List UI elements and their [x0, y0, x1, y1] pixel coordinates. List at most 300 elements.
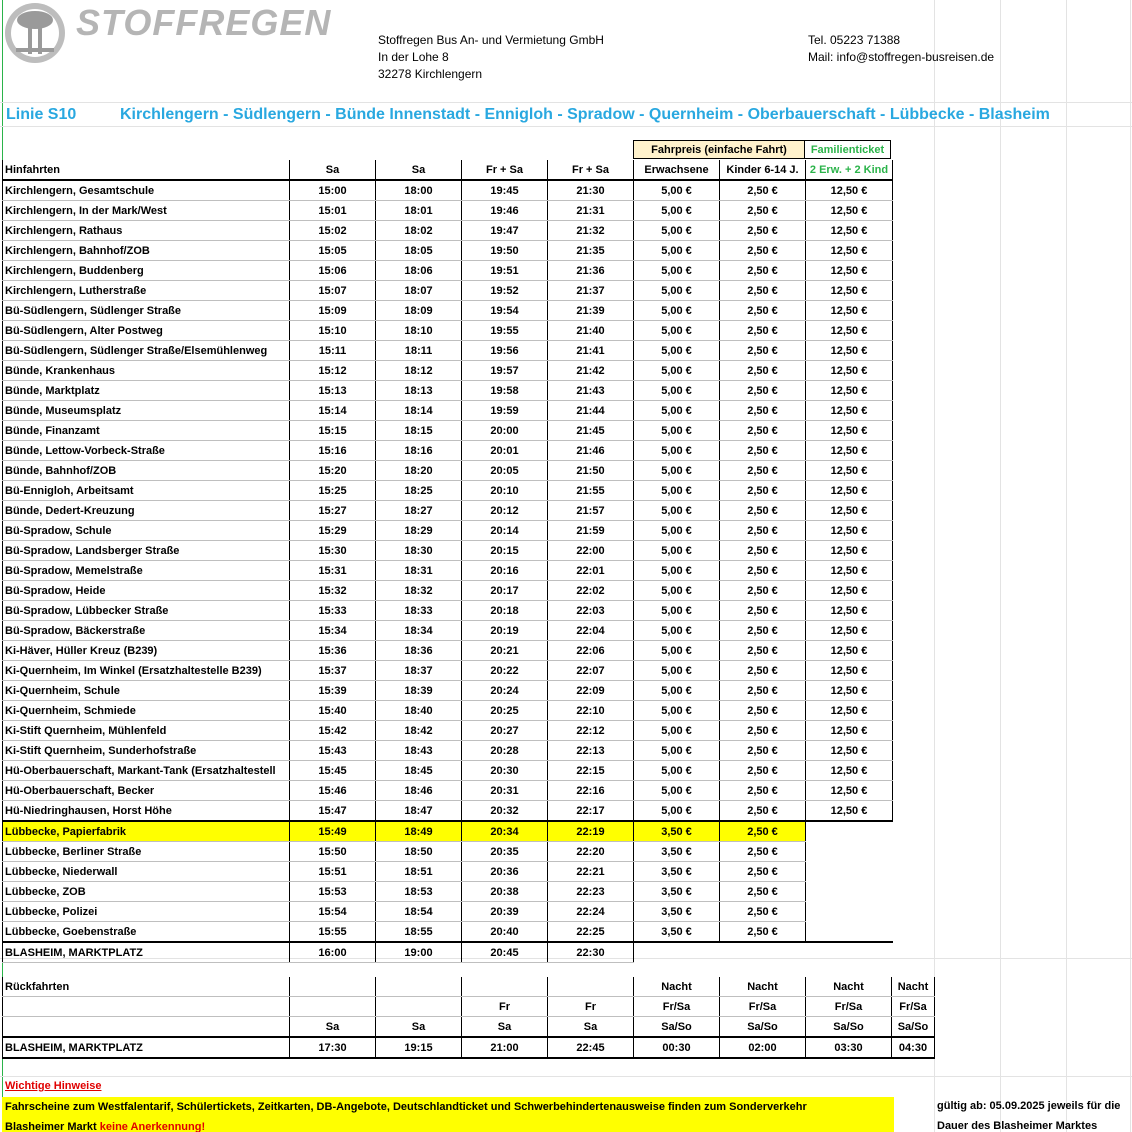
- departure-time: 18:32: [376, 581, 462, 601]
- fare-value: 2,50 €: [720, 180, 806, 201]
- column-header: Sa/So: [892, 1017, 935, 1038]
- departure-time: 04:30: [892, 1037, 935, 1058]
- fare-value: 12,50 €: [806, 741, 893, 761]
- departure-time: 18:42: [376, 721, 462, 741]
- departure-time: 15:11: [290, 341, 376, 361]
- table-row: [3, 261, 893, 281]
- stop-name: Lübbecke, Goebenstraße: [3, 922, 290, 943]
- departure-time: 18:31: [376, 561, 462, 581]
- departure-time: 18:09: [376, 301, 462, 321]
- departure-time: 22:12: [548, 721, 634, 741]
- stop-name: Bünde, Dedert-Kreuzung: [3, 501, 290, 521]
- departure-time: 17:30: [290, 1037, 376, 1058]
- departure-time: 00:30: [634, 1037, 720, 1058]
- departure-time: 19:15: [376, 1037, 462, 1058]
- fare-value: 5,00 €: [634, 721, 720, 741]
- company-logo-icon: [4, 2, 66, 64]
- departure-time: 19:58: [462, 381, 548, 401]
- stop-name: Bü-Spradow, Heide: [3, 581, 290, 601]
- fare-value: 12,50 €: [806, 281, 893, 301]
- departure-time: 18:37: [376, 661, 462, 681]
- departure-time: 19:00: [376, 942, 462, 963]
- departure-time: 20:25: [462, 701, 548, 721]
- departure-time: 15:15: [290, 421, 376, 441]
- departure-time: 18:39: [376, 681, 462, 701]
- departure-time: 22:25: [548, 922, 634, 943]
- stop-name: Bünde, Marktplatz: [3, 381, 290, 401]
- table-row: [3, 521, 893, 541]
- departure-time: 21:00: [462, 1037, 548, 1058]
- fare-value: 5,00 €: [634, 801, 720, 822]
- fare-value: 12,50 €: [806, 361, 893, 381]
- departure-time: 18:54: [376, 902, 462, 922]
- fare-value: 2,50 €: [720, 381, 806, 401]
- fare-value: 2,50 €: [720, 681, 806, 701]
- fare-value: 5,00 €: [634, 521, 720, 541]
- departure-time: 15:13: [290, 381, 376, 401]
- table-row: [3, 761, 893, 781]
- table-row: [3, 201, 893, 221]
- departure-time: 18:53: [376, 882, 462, 902]
- notes-warning: keine Anerkennung!: [99, 1121, 206, 1132]
- fare-value: 5,00 €: [634, 761, 720, 781]
- departure-time: 22:04: [548, 621, 634, 641]
- fare-value: 2,50 €: [720, 341, 806, 361]
- departure-time: 15:40: [290, 701, 376, 721]
- departure-time: 15:45: [290, 761, 376, 781]
- departure-time: 20:01: [462, 441, 548, 461]
- fare-value: 2,50 €: [720, 401, 806, 421]
- departure-time: 18:14: [376, 401, 462, 421]
- departure-time: 15:46: [290, 781, 376, 801]
- departure-time: 22:30: [548, 942, 634, 963]
- departure-time: 15:54: [290, 902, 376, 922]
- fare-value: 5,00 €: [634, 301, 720, 321]
- departure-time: 19:55: [462, 321, 548, 341]
- column-header: Sa: [376, 1017, 462, 1038]
- column-header: Sa: [290, 1017, 376, 1038]
- grid-column-line: [1000, 0, 1001, 1132]
- line-number: Linie S10: [6, 106, 77, 123]
- fare-value: 2,50 €: [720, 441, 806, 461]
- fare-value: 2,50 €: [720, 922, 806, 943]
- fare-value: 2,50 €: [720, 581, 806, 601]
- table-row: [3, 421, 893, 441]
- departure-time: 18:10: [376, 321, 462, 341]
- table-row: [3, 541, 893, 561]
- stop-name: Bü-Spradow, Landsberger Straße: [3, 541, 290, 561]
- table-row: [3, 361, 893, 381]
- departure-time: 15:36: [290, 641, 376, 661]
- departure-time: 19:45: [462, 180, 548, 201]
- outbound-timetable: [2, 160, 893, 963]
- column-header: Erwachsene: [634, 160, 720, 180]
- return-header-row: [3, 977, 935, 997]
- departure-time: 20:39: [462, 902, 548, 922]
- departure-time: 15:25: [290, 481, 376, 501]
- fare-value: 2,50 €: [720, 361, 806, 381]
- fare-value: 12,50 €: [806, 501, 893, 521]
- grid-row-line: [0, 126, 1132, 127]
- column-header: Fr + Sa: [548, 160, 634, 180]
- fare-value: 2,50 €: [720, 601, 806, 621]
- stop-name: Bünde, Bahnhof/ZOB: [3, 461, 290, 481]
- table-row: [3, 882, 893, 902]
- departure-time: 20:17: [462, 581, 548, 601]
- table-row: [3, 641, 893, 661]
- departure-time: 20:28: [462, 741, 548, 761]
- return-header-row: [3, 997, 935, 1017]
- fare-value: 2,50 €: [720, 862, 806, 882]
- departure-time: 18:34: [376, 621, 462, 641]
- fare-value: 12,50 €: [806, 781, 893, 801]
- fare-value: 5,00 €: [634, 601, 720, 621]
- departure-time: 15:53: [290, 882, 376, 902]
- fare-value: 12,50 €: [806, 261, 893, 281]
- fare-value: 5,00 €: [634, 221, 720, 241]
- departure-time: 19:46: [462, 201, 548, 221]
- fare-value: 12,50 €: [806, 201, 893, 221]
- fare-value: 5,00 €: [634, 561, 720, 581]
- departure-time: 15:27: [290, 501, 376, 521]
- departure-time: 20:15: [462, 541, 548, 561]
- fare-value: 5,00 €: [634, 621, 720, 641]
- stop-name: Hü-Oberbauerschaft, Markant-Tank (Ersatzhaltestell: [3, 761, 290, 781]
- stop-name: Kirchlengern, Bahnhof/ZOB: [3, 241, 290, 261]
- fare-value: 5,00 €: [634, 421, 720, 441]
- table-row: [3, 661, 893, 681]
- fare-value: [634, 942, 720, 963]
- notes-line-1: [2, 1097, 894, 1117]
- stop-name: Bü-Spradow, Lübbecker Straße: [3, 601, 290, 621]
- column-header: [376, 977, 462, 997]
- departure-time: 15:20: [290, 461, 376, 481]
- departure-time: 18:01: [376, 201, 462, 221]
- fare-value: 2,50 €: [720, 821, 806, 842]
- departure-time: 15:49: [290, 821, 376, 842]
- fare-value: 12,50 €: [806, 441, 893, 461]
- fare-value: 12,50 €: [806, 721, 893, 741]
- fare-value: [806, 842, 893, 862]
- departure-time: 21:50: [548, 461, 634, 481]
- departure-time: 20:18: [462, 601, 548, 621]
- stop-name: Bü-Spradow, Schule: [3, 521, 290, 541]
- fare-value: 2,50 €: [720, 741, 806, 761]
- departure-time: 15:47: [290, 801, 376, 822]
- fare-value: 5,00 €: [634, 401, 720, 421]
- route-name: Kirchlengern - Südlengern - Bünde Innenstadt - Ennigloh - Spradow - Quernheim - Oberbauerschaft - Lübbecke - Blasheim: [120, 106, 1050, 123]
- return-title: Rückfahrten: [3, 977, 290, 997]
- departure-time: 22:17: [548, 801, 634, 822]
- notes-line-2-text: Blasheimer Markt: [5, 1121, 97, 1132]
- stop-name: Bü-Spradow, Bäckerstraße: [3, 621, 290, 641]
- stop-name: Hü-Niedringhausen, Horst Höhe: [3, 801, 290, 822]
- column-header: Sa: [376, 160, 462, 180]
- company-street: In der Lohe 8: [378, 50, 449, 64]
- departure-time: 21:37: [548, 281, 634, 301]
- fare-value: 12,50 €: [806, 641, 893, 661]
- table-row: [3, 721, 893, 741]
- departure-time: 15:07: [290, 281, 376, 301]
- column-header: Sa/So: [634, 1017, 720, 1038]
- fare-value: 12,50 €: [806, 321, 893, 341]
- fare-value: 3,50 €: [634, 902, 720, 922]
- fare-value: 12,50 €: [806, 681, 893, 701]
- departure-time: 22:03: [548, 601, 634, 621]
- fare-value: 5,00 €: [634, 441, 720, 461]
- family-ticket-header: Familienticket: [805, 140, 891, 159]
- departure-time: 15:51: [290, 862, 376, 882]
- departure-time: 15:10: [290, 321, 376, 341]
- stop-name: Ki-Stift Quernheim, Sunderhofstraße: [3, 741, 290, 761]
- fare-value: 3,50 €: [634, 882, 720, 902]
- grid-row-line: [0, 102, 1132, 103]
- fare-value: [806, 821, 893, 842]
- grid-column-line: [1130, 0, 1131, 1132]
- fare-value: 2,50 €: [720, 521, 806, 541]
- departure-time: 20:31: [462, 781, 548, 801]
- fare-value: 5,00 €: [634, 581, 720, 601]
- fare-value: 2,50 €: [720, 561, 806, 581]
- departure-time: 15:39: [290, 681, 376, 701]
- departure-time: 15:50: [290, 842, 376, 862]
- departure-time: 18:49: [376, 821, 462, 842]
- fare-value: 2,50 €: [720, 421, 806, 441]
- departure-time: 19:56: [462, 341, 548, 361]
- logo-wordmark: STOFFREGEN: [76, 2, 332, 43]
- departure-time: 19:50: [462, 241, 548, 261]
- table-row: [3, 481, 893, 501]
- fare-value: 12,50 €: [806, 381, 893, 401]
- departure-time: 15:14: [290, 401, 376, 421]
- grid-column-line: [1066, 0, 1067, 1132]
- validity-line-1: gültig ab: 05.09.2025 jeweils für die: [937, 1100, 1121, 1112]
- column-header: Sa: [548, 1017, 634, 1038]
- stop-name: Ki-Häver, Hüller Kreuz (B239): [3, 641, 290, 661]
- departure-time: 18:02: [376, 221, 462, 241]
- fare-value: 2,50 €: [720, 641, 806, 661]
- fare-value: 5,00 €: [634, 381, 720, 401]
- fare-value: 2,50 €: [720, 281, 806, 301]
- departure-time: 22:19: [548, 821, 634, 842]
- fare-value: 12,50 €: [806, 761, 893, 781]
- table-row: [3, 301, 893, 321]
- departure-time: 21:31: [548, 201, 634, 221]
- departure-time: 22:16: [548, 781, 634, 801]
- departure-time: 18:36: [376, 641, 462, 661]
- departure-time: 18:11: [376, 341, 462, 361]
- fare-value: 2,50 €: [720, 461, 806, 481]
- stop-name: Bü-Südlengern, Südlenger Straße/Elsemühlenweg: [3, 341, 290, 361]
- fare-value: 12,50 €: [806, 661, 893, 681]
- departure-time: 15:02: [290, 221, 376, 241]
- departure-time: 18:13: [376, 381, 462, 401]
- fare-value: 12,50 €: [806, 241, 893, 261]
- fare-value: 2,50 €: [720, 241, 806, 261]
- departure-time: 18:16: [376, 441, 462, 461]
- fare-value: [806, 902, 893, 922]
- departure-time: 20:45: [462, 942, 548, 963]
- table-row: [3, 581, 893, 601]
- validity-line-2: Dauer des Blasheimer Marktes: [937, 1120, 1098, 1132]
- fare-value: 5,00 €: [634, 681, 720, 701]
- fare-value: [806, 942, 893, 963]
- departure-time: 19:59: [462, 401, 548, 421]
- departure-time: 15:30: [290, 541, 376, 561]
- departure-time: 21:42: [548, 361, 634, 381]
- departure-time: 21:41: [548, 341, 634, 361]
- table-row: [3, 862, 893, 882]
- fare-value: 2,50 €: [720, 701, 806, 721]
- departure-time: 20:05: [462, 461, 548, 481]
- fare-value: 5,00 €: [634, 481, 720, 501]
- fare-value: 2,50 €: [720, 902, 806, 922]
- table-row: [3, 461, 893, 481]
- column-header: [376, 997, 462, 1017]
- departure-time: 20:36: [462, 862, 548, 882]
- departure-time: 21:59: [548, 521, 634, 541]
- departure-time: 22:13: [548, 741, 634, 761]
- column-header: [290, 977, 376, 997]
- fare-value: 2,50 €: [720, 781, 806, 801]
- departure-time: 21:55: [548, 481, 634, 501]
- fare-value: 5,00 €: [634, 541, 720, 561]
- departure-time: 02:00: [720, 1037, 806, 1058]
- stop-name: Kirchlengern, Rathaus: [3, 221, 290, 241]
- fare-value: 12,50 €: [806, 521, 893, 541]
- departure-time: 15:06: [290, 261, 376, 281]
- fare-value: 2,50 €: [720, 201, 806, 221]
- column-header: Fr: [462, 997, 548, 1017]
- stop-name: Ki-Quernheim, Schule: [3, 681, 290, 701]
- departure-time: 20:34: [462, 821, 548, 842]
- stop-name: Bünde, Lettow-Vorbeck-Straße: [3, 441, 290, 461]
- departure-time: 21:57: [548, 501, 634, 521]
- departure-time: 19:57: [462, 361, 548, 381]
- departure-time: 21:35: [548, 241, 634, 261]
- fare-value: 12,50 €: [806, 801, 893, 822]
- departure-time: 15:16: [290, 441, 376, 461]
- stop-name: Hü-Oberbauerschaft, Becker: [3, 781, 290, 801]
- fare-value: 5,00 €: [634, 501, 720, 521]
- fare-value: 5,00 €: [634, 261, 720, 281]
- column-header: Sa: [290, 160, 376, 180]
- table-row: [3, 942, 893, 963]
- stop-name: Kirchlengern, In der Mark/West: [3, 201, 290, 221]
- stop-name: Bünde, Finanzamt: [3, 421, 290, 441]
- table-row: [3, 401, 893, 421]
- fare-value: 2,50 €: [720, 882, 806, 902]
- departure-time: 18:07: [376, 281, 462, 301]
- column-header: Kinder 6-14 J.: [720, 160, 806, 180]
- fare-value: 5,00 €: [634, 461, 720, 481]
- stop-name: Lübbecke, ZOB: [3, 882, 290, 902]
- departure-time: 15:33: [290, 601, 376, 621]
- departure-time: 15:55: [290, 922, 376, 943]
- company-phone: Tel. 05223 71388: [808, 33, 901, 47]
- stop-name: Lübbecke, Papierfabrik: [3, 821, 290, 842]
- departure-time: 18:27: [376, 501, 462, 521]
- departure-time: 18:50: [376, 842, 462, 862]
- departure-time: 22:06: [548, 641, 634, 661]
- departure-time: 19:51: [462, 261, 548, 281]
- departure-time: 21:32: [548, 221, 634, 241]
- company-city: 32278 Kirchlengern: [378, 67, 483, 81]
- table-row: [3, 681, 893, 701]
- table-row: [3, 621, 893, 641]
- column-header: Sa/So: [720, 1017, 806, 1038]
- departure-time: 21:46: [548, 441, 634, 461]
- departure-time: 15:31: [290, 561, 376, 581]
- fare-value: 12,50 €: [806, 221, 893, 241]
- departure-time: 21:36: [548, 261, 634, 281]
- fare-value: 2,50 €: [720, 301, 806, 321]
- departure-time: 19:52: [462, 281, 548, 301]
- return-timetable: [2, 977, 935, 1059]
- fare-value: 12,50 €: [806, 541, 893, 561]
- empty-cell: [3, 1017, 290, 1038]
- fare-value: 12,50 €: [806, 561, 893, 581]
- departure-time: 20:10: [462, 481, 548, 501]
- stop-name: Kirchlengern, Buddenberg: [3, 261, 290, 281]
- departure-time: 20:38: [462, 882, 548, 902]
- departure-time: 21:44: [548, 401, 634, 421]
- table-row: [3, 842, 893, 862]
- fare-value: 5,00 €: [634, 741, 720, 761]
- departure-time: 22:10: [548, 701, 634, 721]
- fare-value: 12,50 €: [806, 601, 893, 621]
- stop-name: Bü-Spradow, Memelstraße: [3, 561, 290, 581]
- empty-cell: [3, 997, 290, 1017]
- table-row: [3, 902, 893, 922]
- fare-header: Fahrpreis (einfache Fahrt): [633, 140, 805, 159]
- fare-value: 5,00 €: [634, 281, 720, 301]
- column-header: Sa: [462, 1017, 548, 1038]
- departure-time: 18:06: [376, 261, 462, 281]
- departure-time: 15:42: [290, 721, 376, 741]
- fare-value: 2,50 €: [720, 761, 806, 781]
- fare-value: 2,50 €: [720, 481, 806, 501]
- departure-time: 15:01: [290, 201, 376, 221]
- departure-time: 20:30: [462, 761, 548, 781]
- departure-time: 18:43: [376, 741, 462, 761]
- departure-time: 18:45: [376, 761, 462, 781]
- departure-time: 18:55: [376, 922, 462, 943]
- departure-time: 15:29: [290, 521, 376, 541]
- departure-time: 18:15: [376, 421, 462, 441]
- fare-value: 12,50 €: [806, 461, 893, 481]
- stop-name: Lübbecke, Berliner Straße: [3, 842, 290, 862]
- departure-time: 15:43: [290, 741, 376, 761]
- stop-name: Ki-Quernheim, Schmiede: [3, 701, 290, 721]
- stop-name: BLASHEIM, MARKTPLATZ: [3, 1037, 290, 1058]
- column-header: Fr/Sa: [634, 997, 720, 1017]
- table-row: [3, 281, 893, 301]
- stop-name: Bünde, Krankenhaus: [3, 361, 290, 381]
- departure-time: 20:16: [462, 561, 548, 581]
- departure-time: 20:19: [462, 621, 548, 641]
- departure-time: 20:12: [462, 501, 548, 521]
- fare-value: 2,50 €: [720, 261, 806, 281]
- stop-name: BLASHEIM, MARKTPLATZ: [3, 942, 290, 963]
- departure-time: 20:14: [462, 521, 548, 541]
- table-row: [3, 1037, 935, 1058]
- fare-value: [806, 882, 893, 902]
- departure-time: 16:00: [290, 942, 376, 963]
- column-header: Fr + Sa: [462, 160, 548, 180]
- table-row: [3, 221, 893, 241]
- stop-name: Ki-Quernheim, Im Winkel (Ersatzhaltestelle B239): [3, 661, 290, 681]
